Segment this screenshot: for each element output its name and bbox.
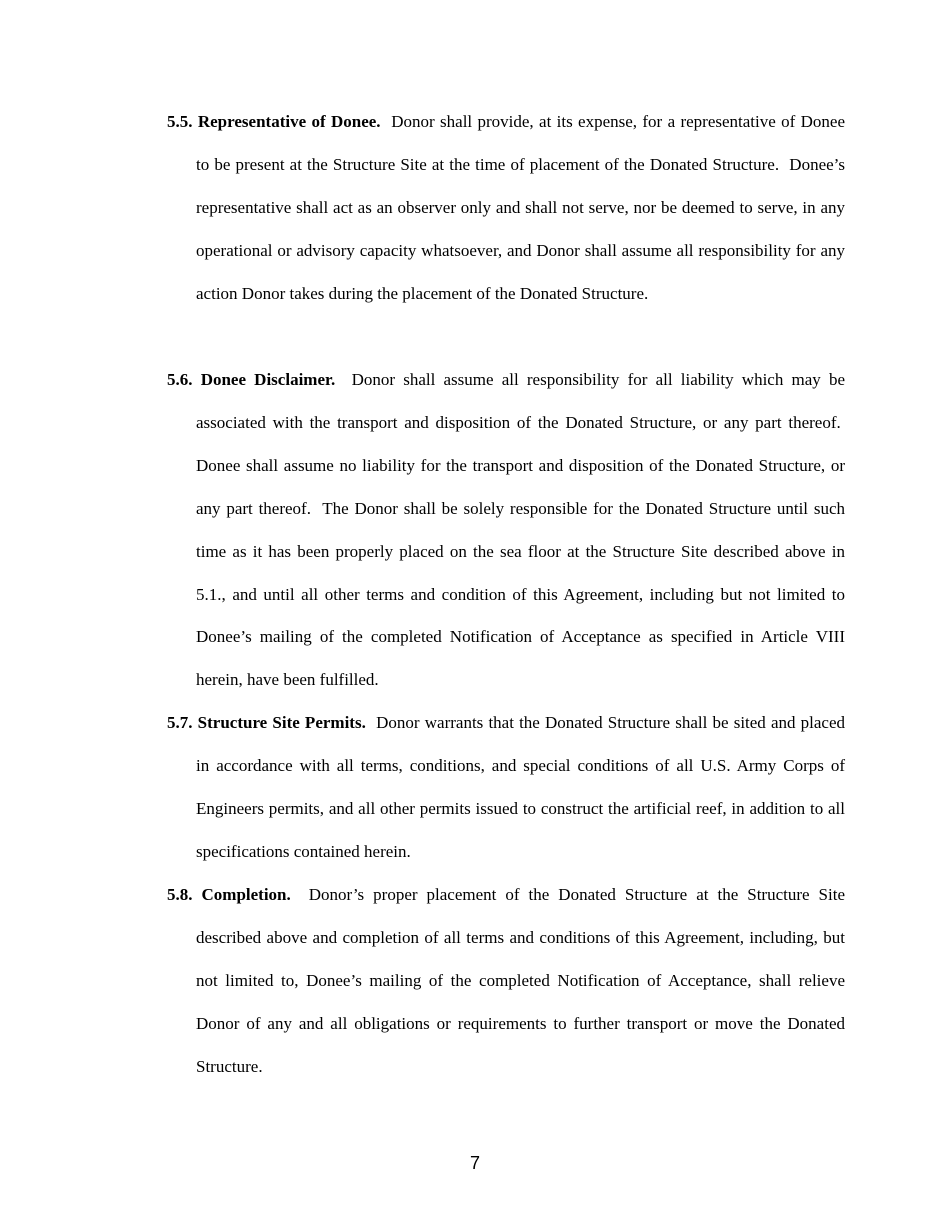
section-5-6 [167, 359, 845, 702]
section-body: Donor shall provide, at its expense, for a representative of Donee to be present at the Structure Site at the time of placement of the Donated Structure. Donee’s representative shall act as an observer only and shall not serve, nor be deemed to serve, in any operational or advisory capacity whatsoever, and Donor shall assume all responsibility for any action Donor takes during the placement of the Donated Structure. [196, 112, 846, 303]
section-number: 5.5. [167, 112, 193, 131]
section-body: Donor warrants that the Donated Structure shall be sited and placed in accordance with all terms, conditions, and special conditions of all U.S. Army Corps of Engineers permits, and all other permits issued to construct the artificial reef, in addition to all specifications contained herein. [196, 713, 846, 861]
section-number: 5.8. [167, 885, 193, 904]
section-5-7 [167, 702, 845, 874]
section-heading: Completion. [201, 885, 291, 904]
page-number: 7 [469, 1153, 480, 1173]
section-heading: Donee Disclaimer. [200, 370, 336, 389]
section-number: 5.7. [167, 713, 193, 732]
section-5-5 [167, 101, 845, 316]
section-5-8 [167, 874, 845, 1089]
section-number: 5.6. [167, 370, 193, 389]
section-heading: Representative of Donee. [197, 112, 381, 131]
section-heading: Structure Site Permits. [197, 713, 366, 732]
section-body: Donor shall assume all responsibility for all liability which may be associated with the transport and disposition of the Donated Structure, or any part thereof. Donee shall assume no liability for the transport and disposition of the Donated Structure, or any part thereof. The Donor shall be solely responsible for the Donated Structure until such time as it has been properly placed on the sea floor at the Structure Site described above in 5.1., and until all other terms and condition of this Agreement, including but not limited to Donee’s mailing of the completed Notification of Acceptance as specified in Article VIII herein, have been fulfilled. [196, 370, 846, 690]
section-body: Donor’s proper placement of the Donated Structure at the Structure Site described above and completion of all terms and conditions of this Agreement, including, but not limited to, Donee’s mailing of the completed Notification of Acceptance, shall relieve Donor of any and all obligations or requirements to further transport or move the Donated Structure. [196, 885, 845, 1076]
